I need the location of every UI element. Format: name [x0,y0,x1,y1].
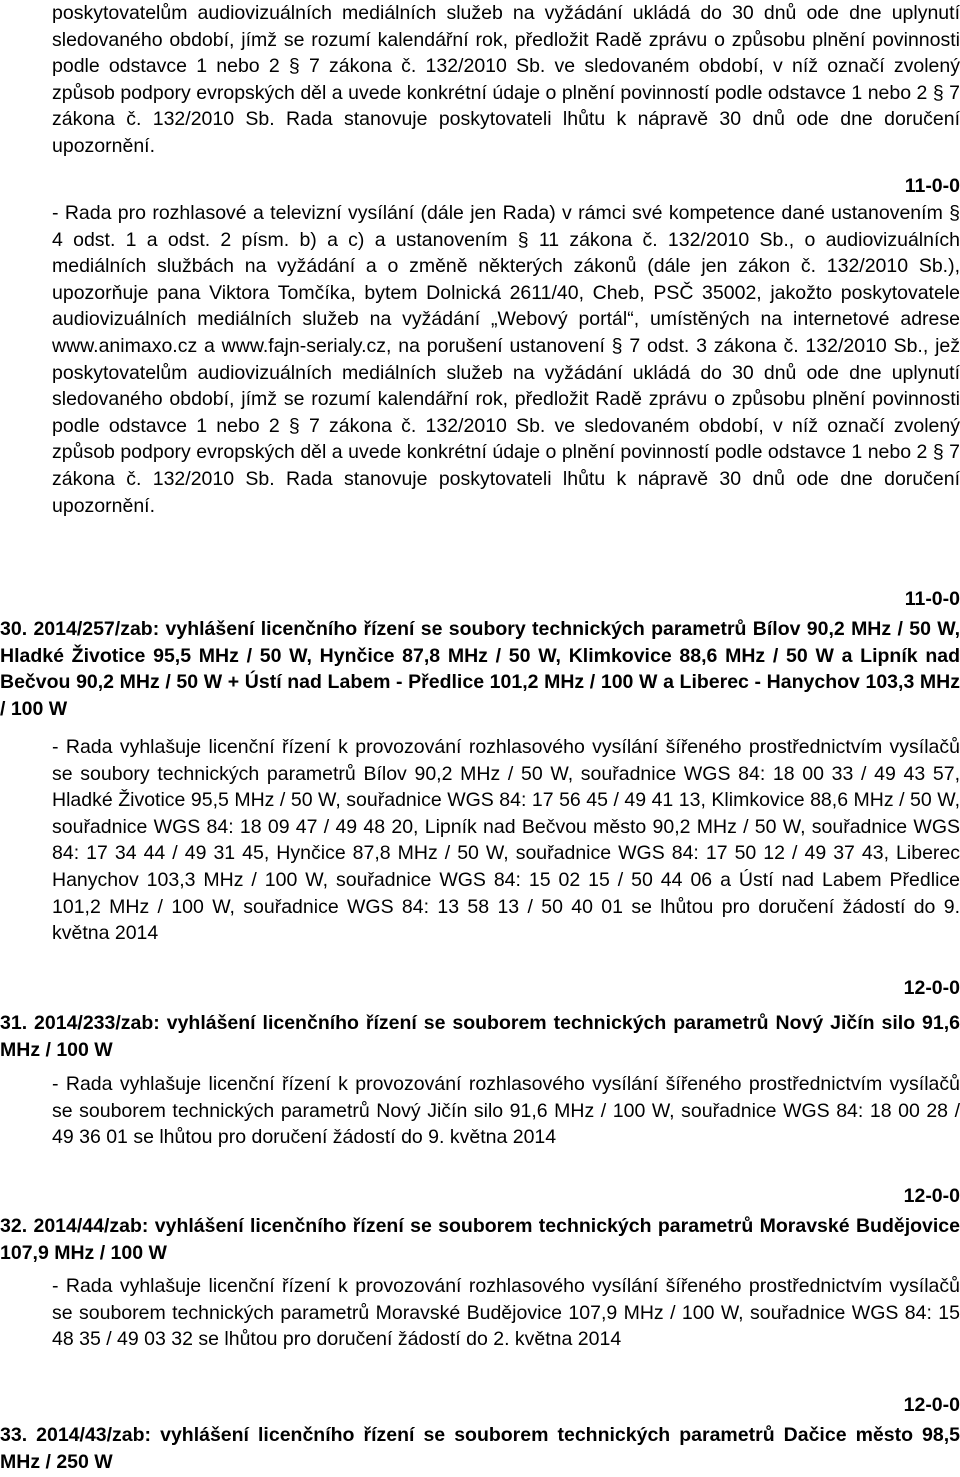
paragraph-warning-tomcik: - Rada pro rozhlasové a televizní vysílání (dále jen Rada) v rámci své kompetence dané ustanovením § 4 odst. 1 a odst. 2 písm. b) a c) a ustanovením § 11 zákona č. 132/2010 Sb., o audiovizuálních mediálních službách na vyžádání a o změně některých zákonů (dále jen zákon č. 132/2010 Sb.), upozorňuje pana Viktora Tomčíka, bytem Dolnická 2611/40, Cheb, PSČ 35002, jakožto poskytovatele audiovizuálních mediálních služeb na vyžádání „Webový portál“, umístěných na internetové adrese www.animaxo.cz a www.fajn-serialy.cz, na porušení ustanovení § 7 odst. 3 zákona č. 132/2010 Sb., jež poskytovatelům audiovizuálních mediálních služeb na vyžádání ukládá do 30 dnů ode dne uplynutí sledovaného období, jímž se rozumí kalendářní rok, předložit Radě zprávu o způsobu plnění povinnosti podle odstavce 1 nebo 2 § 7 zákona č. 132/2010 Sb. ve sledovaném období, v níž označí zvolený způsob podpory evropských děl a uvede konkrétní údaje o plnění povinností podle odstavce 1 nebo 2 § 7 zákona č. 132/2010 Sb. Rada stanovuje poskytovateli lhůtu k nápravě 30 dnů ode dne doručení upozornění. [52,202,960,517]
heading-item-30: 30. 2014/257/zab: vyhlášení licenčního řízení se soubory technických parametrů Bílov 90,2 MHz / 50 W, Hladké Životice 95,5 MHz / 50 W, Hynčice 87,8 MHz / 50 W, Klimkovice 88,6 MHz / 50 W a Lipník nad Bečvou 90,2 MHz / 50 W + Ústí nad Labem - Předlice 101,2 MHz / 100 W a Liberec - Hanychov 103,3 MHz / 100 W [0,618,960,720]
vote-result: 11-0-0 [904,175,960,197]
paragraph-item-32: - Rada vyhlašuje licenční řízení k provozování rozhlasového vysílání šířeného prostřednictvím vysílačů se souborem technických parametrů Moravské Budějovice 107,9 MHz / 100 W, souřadnice WGS 84: 15 48 35 / 49 03 32 se lhůtou pro doručení žádostí do 2. května 2014 [52,1275,960,1351]
paragraph-continuation: poskytovatelům audiovizuálních mediálních služeb na vyžádání ukládá do 30 dnů ode dne uplynutí sledovaného období, jímž se rozumí kalendářní rok, předložit Radě zprávu o způsobu plnění povinnosti podle odstavce 1 nebo 2 § 7 zákona č. 132/2010 Sb. ve sledovaném období, v níž označí zvolený způsob podpory evropských děl a uvede konkrétní údaje o plnění povinností podle odstavce 1 nebo 2 § 7 zákona č. 132/2010 Sb. Rada stanovuje poskytovateli lhůtu k nápravě 30 dnů ode dne doručení upozornění. [52,2,960,157]
vote-result: 12-0-0 [903,1394,960,1416]
paragraph-item-30: - Rada vyhlašuje licenční řízení k provozování rozhlasového vysílání šířeného prostřednictvím vysílačů se soubory technických parametrů Bílov 90,2 MHz / 50 W, souřadnice WGS 84: 18 00 33 / 49 43 57, Hladké Životice 95,5 MHz / 50 W, souřadnice WGS 84: 17 56 45 / 49 41 13, Klimkovice 88,6 MHz / 50 W, souřadnice WGS 84: 18 09 47 / 49 48 20, Lipník nad Bečvou město 90,2 MHz / 50 W, souřadnice WGS 84: 17 34 44 / 49 31 45, Hynčice 87,8 MHz / 50 W, souřadnice WGS 84: 17 50 12 / 49 37 43, Liberec Hanychov 103,3 MHz / 100 W, souřadnice WGS 84: 15 02 15 / 50 44 06 a Ústí nad Labem Předlice 101,2 MHz / 100 W, souřadnice WGS 84: 13 58 13 / 50 40 01 se lhůtou pro doručení žádostí do 9. května 2014 [52,736,960,945]
heading-item-31: 31. 2014/233/zab: vyhlášení licenčního řízení se souborem technických parametrů Nový Jičín silo 91,6 MHz / 100 W [0,1012,960,1061]
heading-item-32: 32. 2014/44/zab: vyhlášení licenčního řízení se souborem technických parametrů Moravské Budějovice 107,9 MHz / 100 W [0,1215,960,1264]
paragraph-item-31: - Rada vyhlašuje licenční řízení k provozování rozhlasového vysílání šířeného prostřednictvím vysílačů se souborem technických parametrů Nový Jičín silo 91,6 MHz / 100 W, souřadnice WGS 84: 18 00 28 / 49 36 01 se lhůtou pro doručení žádostí do 9. května 2014 [52,1073,960,1149]
vote-result: 11-0-0 [904,588,960,610]
vote-result: 12-0-0 [903,977,960,999]
heading-item-33: 33. 2014/43/zab: vyhlášení licenčního řízení se souborem technických parametrů Dačice město 98,5 MHz / 250 W [0,1424,960,1473]
vote-result: 12-0-0 [903,1185,960,1207]
